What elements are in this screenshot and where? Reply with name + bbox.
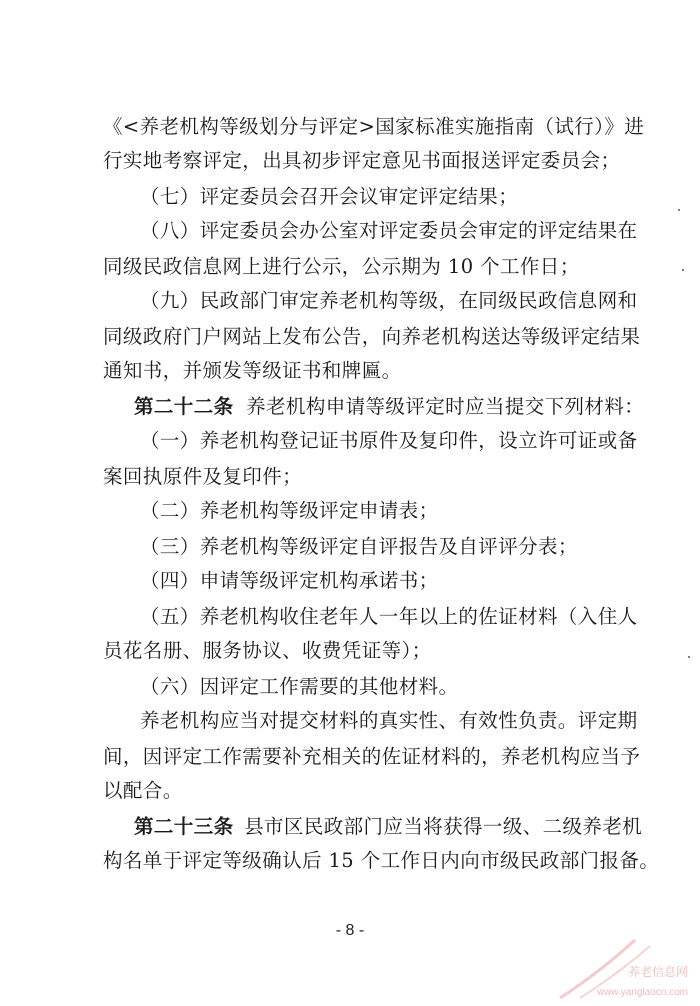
text-line-18: 养老机构应当对提交材料的真实性、有效性负责。评定期	[140, 709, 638, 732]
text-line-3: （七）评定委员会召开会议审定评定结果；	[140, 185, 519, 208]
watermark-site-name: 养老信息网	[627, 965, 688, 979]
page-number: - 8 -	[335, 922, 365, 939]
text-line-8: 通知书，并颁发等级证书和牌匾。	[103, 359, 402, 382]
text-line-13: （三）养老机构等级评定自评报告及自评评分表；	[140, 535, 578, 558]
text-line-12: （二）养老机构等级评定申请表；	[140, 499, 439, 522]
text-line-2: 行实地考察评定，出具初步评定意见书面报送评定委员会；	[103, 149, 621, 172]
watermark-url: www.yanglaocn.com	[596, 987, 688, 998]
text-line-5: 同级民政信息网上进行公示，公示期为 10 个工作日；	[103, 255, 580, 278]
article-23-text: 县市区民政部门应当将获得一级、二级养老机	[244, 815, 643, 838]
text-line-16: 员花名册、服务协议、收费凭证等）；	[103, 639, 432, 662]
text-line-7: 同级政府门户网站上发布公告，向养老机构送达等级评定结果	[103, 325, 641, 348]
article-22-line	[134, 394, 644, 420]
text-line-20: 以配合。	[103, 779, 183, 802]
text-line-6: （九）民政部门审定养老机构等级，在同级民政信息网和	[140, 289, 638, 312]
scan-speck	[682, 269, 684, 271]
text-line-15: （五）养老机构收住老年人一年以上的佐证材料（入住人	[140, 605, 638, 628]
text-line-19: 间，因评定工作需要补充相关的佐证材料的，养老机构应当予	[103, 745, 641, 768]
text-line-22: 构名单于评定等级确认后 15 个工作日内向市级民政部门报备。	[103, 849, 660, 872]
text-line-17: （六）因评定工作需要的其他材料。	[140, 675, 459, 698]
text-line-1: 《<养老机构等级划分与评定>国家标准实施指南（试行）》进	[103, 115, 645, 138]
text-line-14: （四）申请等级评定机构承诺书；	[140, 569, 439, 592]
scan-speck	[678, 209, 680, 211]
text-line-4: （八）评定委员会办公室对评定委员会审定的评定结果在	[140, 219, 638, 242]
text-line-11: 案回执原件及复印件；	[103, 465, 303, 488]
article-23-heading: 第二十三条	[134, 815, 234, 838]
scan-speck	[688, 656, 690, 658]
text-line-10: （一）养老机构登记证书原件及复印件，设立许可证或备	[140, 429, 638, 452]
article-23-line	[134, 814, 642, 840]
article-22-text: 养老机构申请等级评定时应当提交下列材料：	[246, 395, 645, 418]
article-22-heading: 第二十二条	[134, 395, 234, 418]
